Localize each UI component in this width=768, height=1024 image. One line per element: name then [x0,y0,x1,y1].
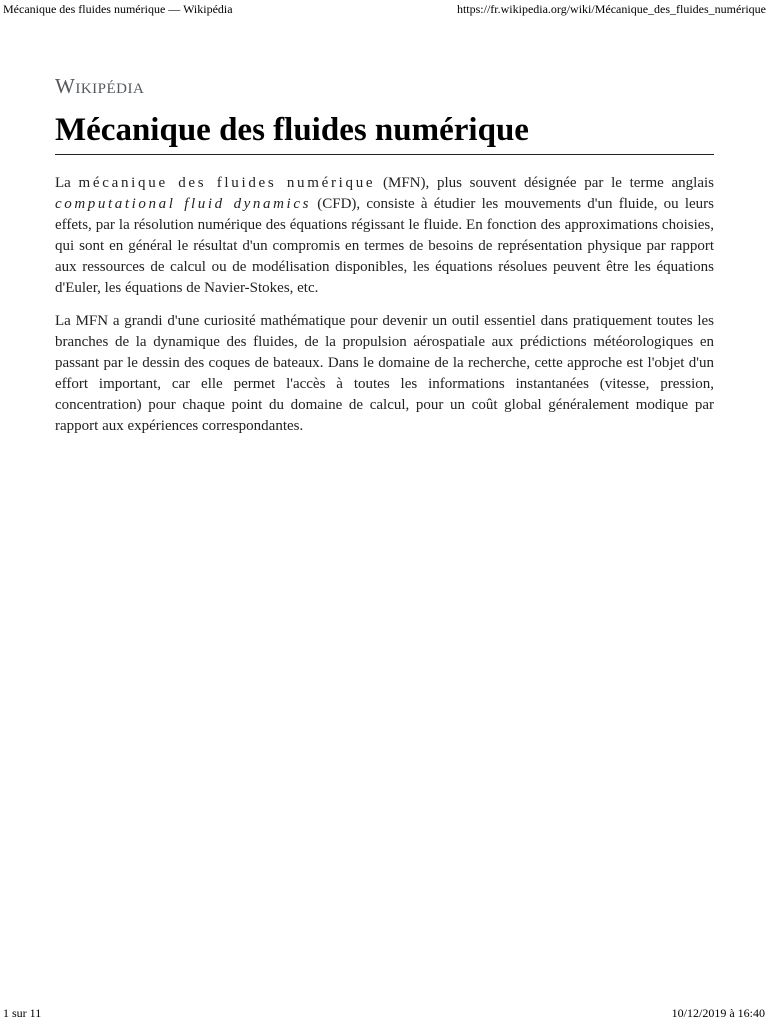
paragraph-1-lead: La [55,175,79,191]
term-mfn: mécanique des fluides numérique [78,175,376,191]
print-header-title: Mécanique des fluides numérique — Wikipédia [3,2,233,16]
print-header-url: https://fr.wikipedia.org/wiki/Mécanique_des_fluides_numérique [456,2,766,16]
print-footer [0,1004,768,1024]
paragraph-1-rest: (CFD), consiste à étudier les mouvements d'un fluide, ou leurs effets, par la résolution numérique des équations régissant le fluide. En fonction des approximations choisies, qui sont en général le résultat d'un compromis en termes de besoins de représentation physique par rapport aux ressources de calcul ou de modélisation disponibles, les équations résolues peuvent être les équations d'Euler, les équations de Navier-Stokes, etc. [55,196,715,296]
term-english: computational fluid dynamics [55,196,312,212]
paragraph-1-after-term: (MFN), plus souvent désignée par le terme anglais [375,175,714,191]
article-paragraph-1 [55,173,714,299]
page-number: 1 sur 11 [3,1006,42,1020]
print-header [0,0,768,18]
print-date: 10/12/2019 à 16:40 [671,1006,765,1020]
page-title: Mécanique des fluides numérique [55,110,714,155]
wikipedia-wordmark[interactable]: Wikipédia [55,74,145,98]
article-paragraph-2: La MFN a grandi d'une curiosité mathématique pour devenir un outil essentiel dans pratiquement toutes les branches de la dynamique des fluides, de la propulsion aérospatiale aux prédictions météorologiques en passant par le dessin des coques de bateaux. Dans le domaine de la recherche, cette approche est l'objet d'un effort important, car elle permet l'accès à toutes les informations instantanées (vitesse, pression, concentration) pour chaque point du domaine de calcul, pour un coût global généralement modique par rapport aux expériences correspondantes. [55,313,714,434]
article-content [55,72,714,437]
